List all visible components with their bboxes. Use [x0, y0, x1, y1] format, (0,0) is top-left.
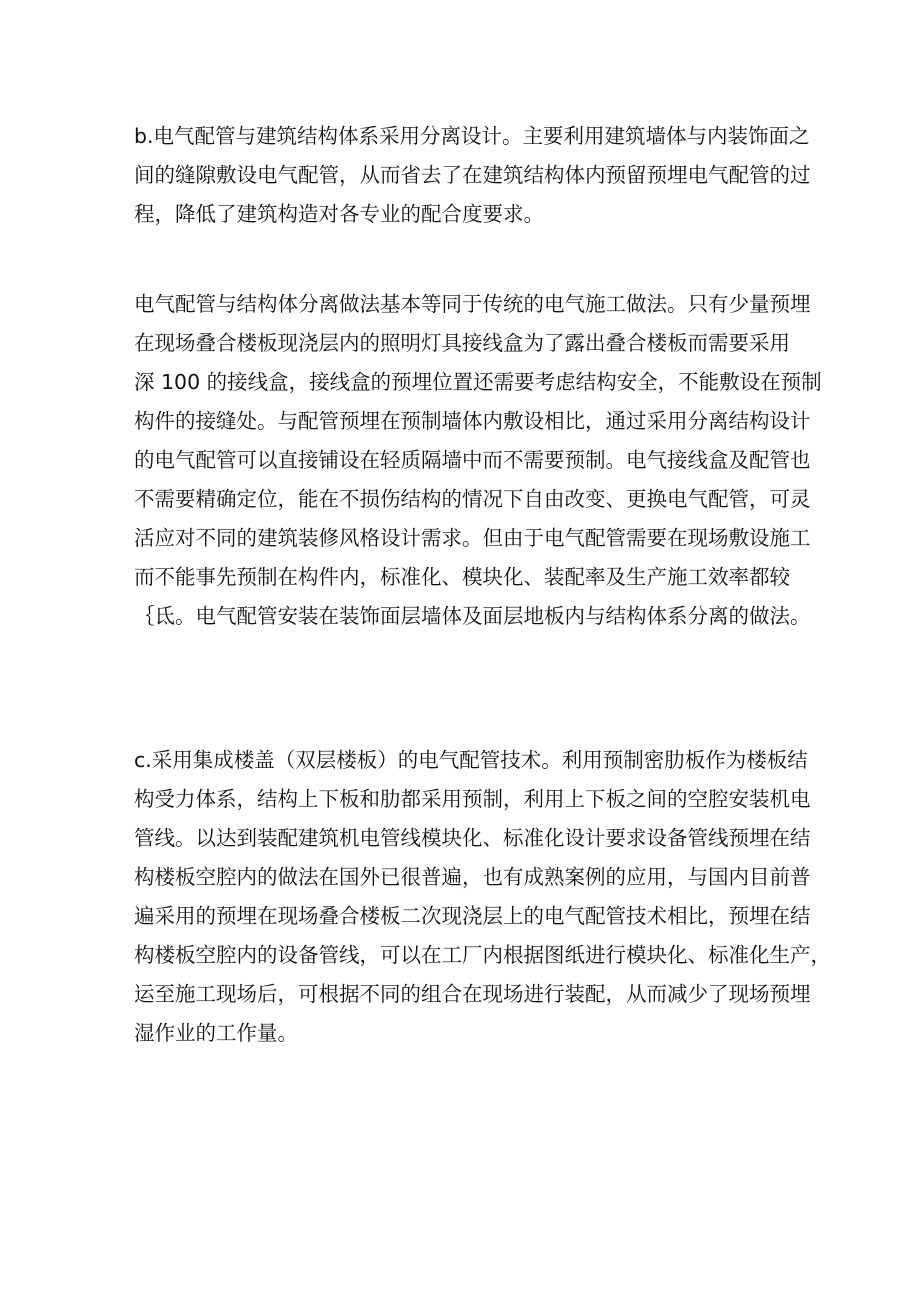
paragraph-b-separation-design: [134, 117, 811, 234]
text-line: 构受力体系，结构上下板和肋都采用预制，利用上下板之间的空腔安装机电: [134, 787, 811, 811]
text-line: 的电气配管可以直接铺设在轻质隔墙中而不需要预制。电气接线盒及配管也: [134, 448, 811, 472]
text-line: 构件的接缝处。与配管预埋在预制墙体内敷设相比，通过采用分离结构设计: [134, 409, 811, 433]
text-line: 构楼板空腔内的做法在国外已很普遍，也有成熟案例的应用，与国内目前普: [134, 865, 811, 889]
text-line: 间的缝隙敷设电气配管，从而省去了在建筑结构体内预留预埋电气配管的过: [134, 163, 811, 187]
paragraph-separation-method: [134, 285, 822, 636]
text-line: 深 100 的接线盒，接线盒的预埋位置还需要考虑结构安全，不能敷设在预制: [134, 370, 822, 394]
text-line: 而不能事先预制在构件内，标准化、模块化、装配率及生产施工效率都较: [134, 565, 790, 589]
text-line: c.采用集成楼盖（双层楼板）的电气配管技术。利用预制密肋板作为楼板结: [134, 748, 808, 772]
text-line: 程，降低了建筑构造对各专业的配合度要求。: [134, 202, 544, 226]
text-line: 运至施工现场后，可根据不同的组合在现场进行装配，从而减少了现场预埋: [134, 982, 811, 1006]
text-line: 活应对不同的建筑装修风格设计需求。但由于电气配管需要在现场敷设施工: [134, 526, 811, 550]
text-line: 电气配管与结构体分离做法基本等同于传统的电气施工做法。只有少量预埋: [134, 292, 811, 316]
text-line: b.电气配管与建筑结构体系采用分离设计。主要利用建筑墙体与内装饰面之: [134, 124, 810, 148]
text-line: ｛氐。电气配管安装在装饰面层墙体及面层地板内与结构体系分离的做法。: [134, 604, 811, 628]
text-line: 湿作业的工作量。: [134, 1021, 298, 1045]
text-line: 不需要精确定位，能在不损伤结构的情况下自由改变、更换电气配管，可灵: [134, 487, 811, 511]
text-line: 在现场叠合楼板现浇层内的照明灯具接线盒为了露出叠合楼板而需要采用: [134, 331, 790, 355]
text-line: 遍采用的预埋在现场叠合楼板二次现浇层上的电气配管技术相比，预埋在结: [134, 904, 811, 928]
text-line: 构楼板空腔内的设备管线，可以在工厂内根据图纸进行模块化、标准化生产，: [134, 943, 831, 967]
text-line: 管线。以达到装配建筑机电管线模块化、标准化设计要求设备管线预埋在结: [134, 826, 811, 850]
paragraph-c-integrated-floor: [134, 741, 831, 1053]
